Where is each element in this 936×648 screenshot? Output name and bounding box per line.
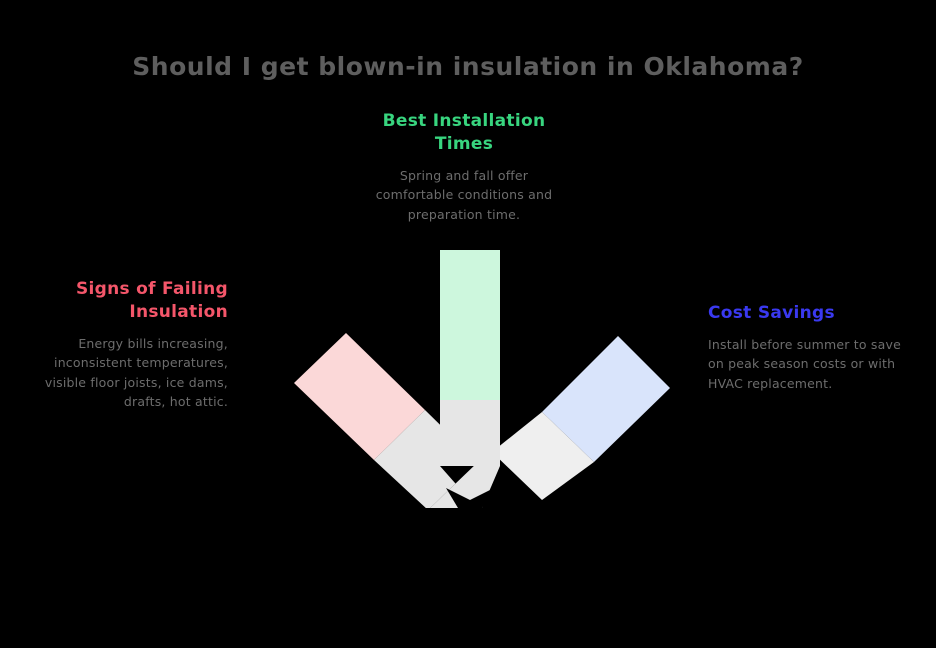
branch-title-signs-of-failing-insulation: Signs of Failing Insulation (75, 279, 228, 322)
branch-body-best-installation-times: Spring and fall offer comfortable conditions and preparation time. (375, 167, 553, 222)
branch-body-signs-of-failing-insulation: Energy bills increasing, inconsistent temperatures, visible floor joists, ice dams, drafts, hot attic. (44, 335, 228, 409)
page-title: Should I get blown-in insulation in Oklahoma? (132, 52, 804, 81)
branch-title-cost-savings: Cost Savings (708, 303, 835, 323)
arrow-arm-center (440, 250, 500, 496)
arrow-graphic (250, 238, 690, 508)
branch-best-installation-times[interactable] (368, 110, 560, 224)
branch-cost-savings[interactable] (708, 302, 908, 393)
branch-signs-of-failing-insulation[interactable] (36, 278, 228, 411)
branch-body-cost-savings: Install before summer to save on peak season costs or with HVAC replacement. (708, 336, 901, 391)
arrow-arm-right (492, 336, 670, 500)
branch-title-best-installation-times: Best Installation Times (382, 111, 546, 154)
